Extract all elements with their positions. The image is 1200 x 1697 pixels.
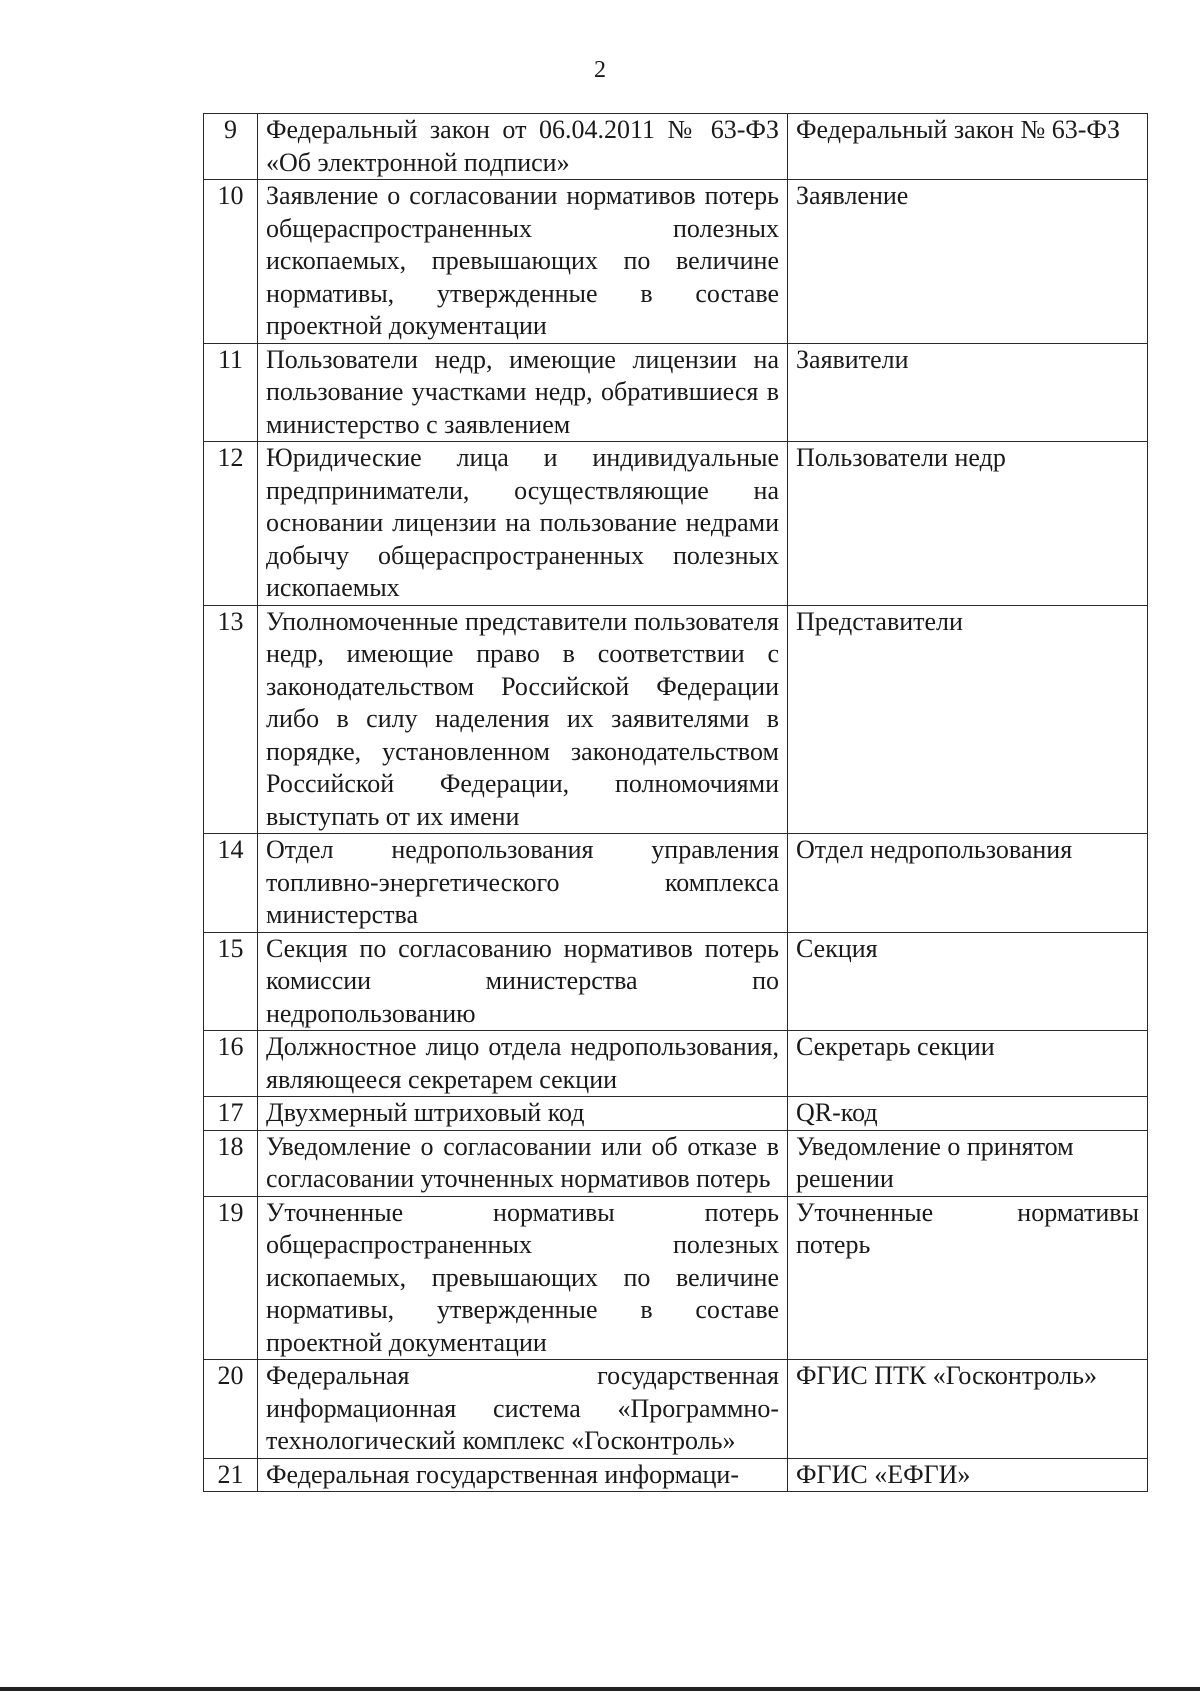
term-cell: Уведомление о согласовании или об отказе в согласовании уточненных нормативов потерь [258,1130,788,1196]
term-cell: Отдел недропользования управления топливно-энергетического комплекса министерства [258,834,788,933]
table-row [204,932,1148,1031]
table-row [204,1458,1148,1492]
abbreviations-table [203,113,1148,1492]
abbreviation-cell: Уведомление о принятом решении [788,1130,1148,1196]
term-cell: Уточненные нормативы потерь общераспространенных полезных ископаемых, превышающих по величине нормативы, утвержденные в составе проектной документации [258,1196,788,1360]
table-row [204,605,1148,834]
table-row [204,180,1148,344]
term-cell: Секция по согласованию нормативов потерь комиссии министерства по недропользованию [258,932,788,1031]
term-cell: Федеральный закон от 06.04.2011 № 63-ФЗ «Об электронной подписи» [258,114,788,180]
table-row [204,1130,1148,1196]
abbreviation-cell: Заявление [788,180,1148,344]
row-number: 9 [204,114,258,180]
row-number: 16 [204,1031,258,1097]
scan-bottom-edge [0,1687,1200,1691]
abbreviation-cell: Отдел недропользования [788,834,1148,933]
term-cell: Пользователи недр, имеющие лицензии на пользование участками недр, обратившиеся в министерство с заявлением [258,343,788,442]
abbreviation-cell: QR-код [788,1097,1148,1131]
table-body [204,114,1148,1492]
table-row [204,1031,1148,1097]
row-number: 19 [204,1196,258,1360]
abbreviation-cell: ФГИС ПТК «Госконтроль» [788,1360,1148,1459]
term-cell: Федеральная государственная информационная система «Программно-технологический комплекс «Госконтроль» [258,1360,788,1459]
abbreviation-cell: Заявители [788,343,1148,442]
term-cell: Федеральная государственная информаци- [258,1458,788,1492]
term-cell: Юридические лица и индивидуальные предприниматели, осуществляющие на основании лицензии на пользование недрами добычу общераспространенных полезных ископаемых [258,442,788,606]
term-cell: Должностное лицо отдела недропользования, являющееся секретарем секции [258,1031,788,1097]
row-number: 17 [204,1097,258,1131]
row-number: 15 [204,932,258,1031]
page-number: 2 [594,57,606,83]
table-row [204,442,1148,606]
row-number: 12 [204,442,258,606]
row-number: 13 [204,605,258,834]
row-number: 18 [204,1130,258,1196]
table-row [204,1097,1148,1131]
abbreviation-cell: Федеральный закон № 63-ФЗ [788,114,1148,180]
abbreviation-cell: Секция [788,932,1148,1031]
abbreviation-cell: Представители [788,605,1148,834]
abbreviation-cell: ФГИС «ЕФГИ» [788,1458,1148,1492]
row-number: 11 [204,343,258,442]
table-row [204,1196,1148,1360]
table-row [204,343,1148,442]
row-number: 20 [204,1360,258,1459]
abbreviation-cell: Пользователи недр [788,442,1148,606]
row-number: 10 [204,180,258,344]
term-cell: Уполномоченные представители пользователя недр, имеющие право в соответствии с законодательством Российской Федерации либо в силу наделения их заявителями в порядке, установленном законодательством Российской Федерации, полномочиями выступать от их имени [258,605,788,834]
table-row [204,1360,1148,1459]
table-row [204,834,1148,933]
abbreviation-cell: Уточненные нормативы потерь [788,1196,1148,1360]
term-cell: Двухмерный штриховый код [258,1097,788,1131]
term-cell: Заявление о согласовании нормативов потерь общераспространенных полезных ископаемых, превышающих по величине нормативы, утвержденные в составе проектной документации [258,180,788,344]
row-number: 21 [204,1458,258,1492]
table-row [204,114,1148,180]
abbreviation-cell: Секретарь секции [788,1031,1148,1097]
row-number: 14 [204,834,258,933]
